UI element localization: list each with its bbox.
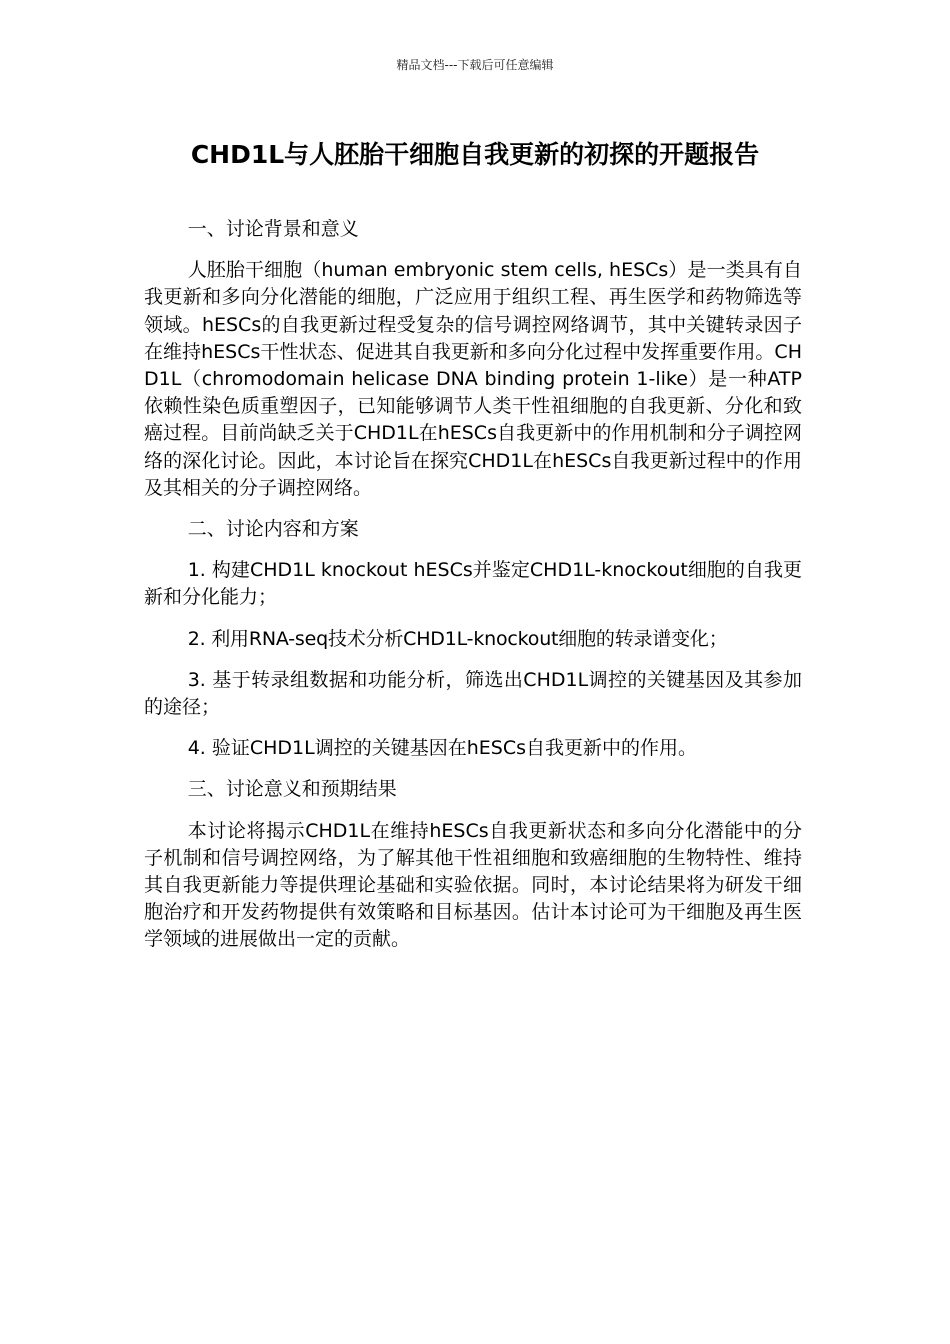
- plan-item-4: 4. 验证CHD1L调控的关键基因在hESCs自我更新中的作用。: [187, 737, 697, 760]
- plan-item-1: 1. 构建CHD1L knockout hESCs并鉴定CHD1L-knockout细胞的自我更新和分化能力；: [144, 559, 802, 609]
- significance-paragraph: 本讨论将揭示CHD1L在维持hESCs自我更新状态和多向分化潜能中的分子机制和信号调控网络，为了解其他干性祖细胞和致癌细胞的生物特性、维持其自我更新能力等提供理论基础和实验依据。同时，本讨论结果将为研发干细胞治疗和开发药物提供有效策略和目标基因。估计本讨论可为干细胞及再生医学领域的进展做出一定的贡献。: [144, 819, 802, 951]
- section-heading-background: 一、讨论背景和意义: [187, 218, 359, 240]
- page-header: 精品文档---下载后可任意编辑: [396, 58, 554, 72]
- section-heading-significance: 三、讨论意义和预期结果: [187, 778, 397, 801]
- background-paragraph: 人胚胎干细胞（human embryonic stem cells, hESCs）是一类具有自我更新和多向分化潜能的细胞，广泛应用于组织工程、再生医学和药物筛选等领域。hESCs的自我更新过程受复杂的信号调控网络调节，其中关键转录因子在维持hESCs干性状态、促进其自我更新和多向分化过程中发挥重要作用。CHD1L（chromodomain helicase DNA binding protein 1-like）是一种ATP依赖性染色质重塑因子，已知能够调节人类干性祖细胞的自我更新、分化和致癌过程。目前尚缺乏关于CHD1L在hESCs自我更新中的作用机制和分子调控网络的深化讨论。因此，本讨论旨在探究CHD1L在hESCs自我更新过程中的作用及其相关的分子调控网络。: [144, 259, 802, 499]
- plan-item-2: 2. 利用RNA-seq技术分析CHD1L-knockout细胞的转录谱变化；: [187, 627, 728, 650]
- plan-item-3: 3. 基于转录组数据和功能分析，筛选出CHD1L调控的关键基因及其参加的途径；: [144, 668, 802, 719]
- document-title: CHD1L与人胚胎干细胞自我更新的初探的开题报告: [190, 140, 760, 169]
- document-body: [144, 216, 802, 968]
- section-heading-content: 二、讨论内容和方案: [187, 518, 359, 541]
